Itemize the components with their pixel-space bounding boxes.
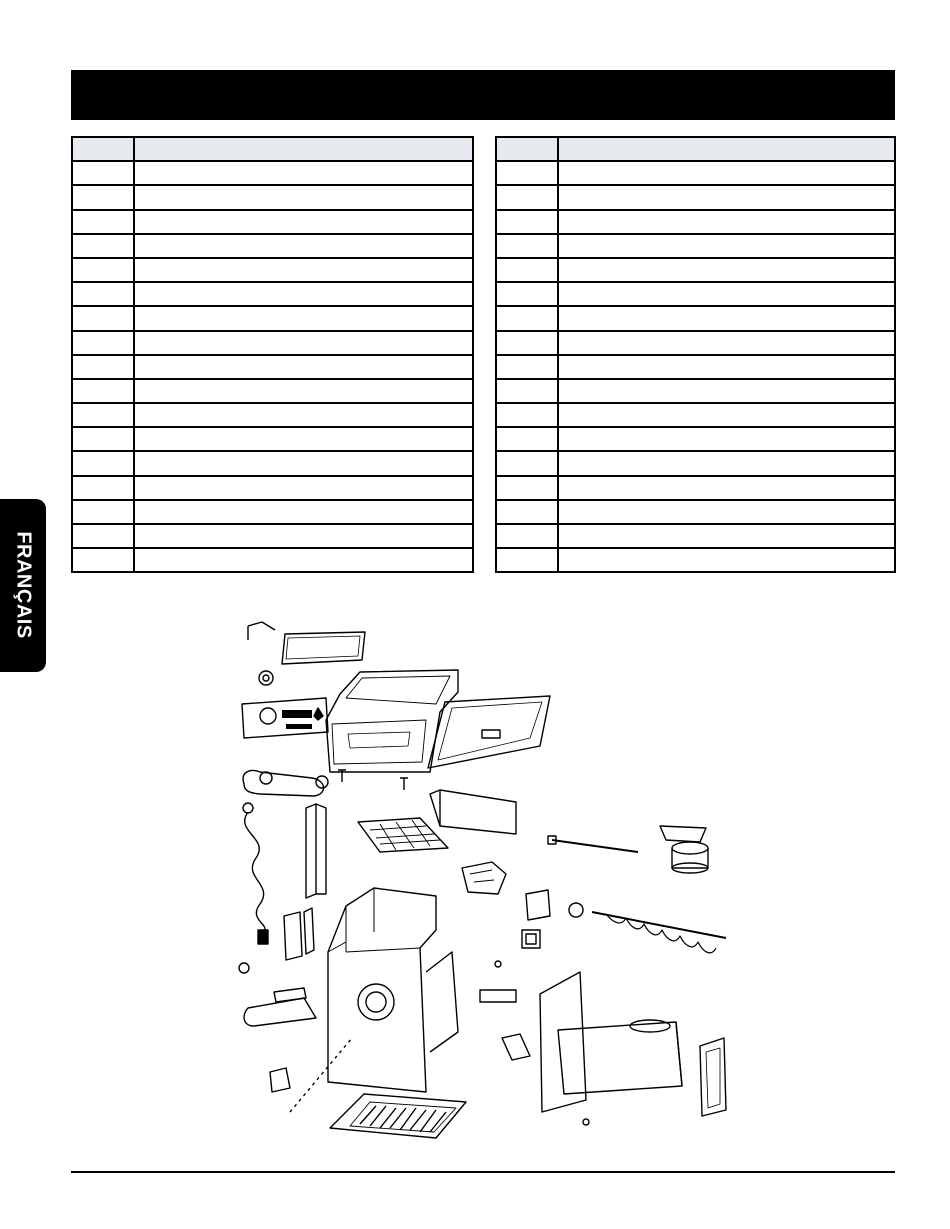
part-number-cell — [496, 258, 558, 282]
column-header-number — [496, 137, 558, 161]
table-row — [72, 185, 473, 209]
table-row — [496, 331, 895, 355]
table-header-row — [496, 137, 895, 161]
part-description-cell — [558, 476, 895, 500]
part-description-cell — [134, 403, 473, 427]
motor-assembly-icon — [462, 862, 506, 894]
part-number-cell — [72, 306, 134, 330]
table-row — [72, 210, 473, 234]
part-description-cell — [134, 476, 473, 500]
table-row — [72, 306, 473, 330]
part-number-cell — [496, 331, 558, 355]
auger-motor-icon — [526, 890, 550, 920]
part-number-cell — [496, 476, 558, 500]
part-number-cell — [496, 403, 558, 427]
table-row — [72, 355, 473, 379]
language-tab-label: FRANÇAIS — [12, 531, 35, 639]
part-description-cell — [134, 185, 473, 209]
part-number-cell — [496, 234, 558, 258]
part-number-cell — [72, 451, 134, 475]
part-number-cell — [72, 331, 134, 355]
table-row — [496, 524, 895, 548]
part-number-cell — [496, 500, 558, 524]
part-number-cell — [72, 258, 134, 282]
table-row — [496, 427, 895, 451]
igniter-rod-icon — [552, 840, 638, 852]
part-number-cell — [72, 379, 134, 403]
part-description-cell — [558, 379, 895, 403]
part-number-cell — [72, 282, 134, 306]
vent-panel-icon — [330, 1094, 466, 1138]
table-row — [496, 379, 895, 403]
part-description-cell — [558, 548, 895, 572]
part-number-cell — [496, 210, 558, 234]
part-number-cell — [72, 427, 134, 451]
part-description-cell — [134, 161, 473, 185]
part-number-cell — [72, 500, 134, 524]
hook-icon — [248, 622, 275, 640]
table-row — [496, 161, 895, 185]
part-description-cell — [134, 524, 473, 548]
washer-icon — [259, 671, 273, 685]
part-number-cell — [72, 476, 134, 500]
parts-table-right — [495, 136, 896, 573]
part-description-cell — [558, 451, 895, 475]
gasket-icon — [522, 930, 540, 948]
part-description-cell — [134, 379, 473, 403]
part-description-cell — [558, 258, 895, 282]
language-side-tab — [0, 499, 46, 672]
part-description-cell — [558, 427, 895, 451]
table-row — [496, 476, 895, 500]
part-description-cell — [558, 234, 895, 258]
part-description-cell — [558, 306, 895, 330]
table-row — [72, 427, 473, 451]
grate-icon — [358, 818, 448, 852]
part-description-cell — [558, 355, 895, 379]
side-rail-icon — [284, 912, 302, 960]
part-number-cell — [496, 379, 558, 403]
part-number-cell — [72, 234, 134, 258]
part-number-cell — [72, 548, 134, 572]
part-description-cell — [134, 210, 473, 234]
table-row — [496, 403, 895, 427]
part-description-cell — [134, 548, 473, 572]
part-number-cell — [72, 185, 134, 209]
table-row — [72, 161, 473, 185]
column-header-description — [134, 137, 473, 161]
part-description-cell — [558, 331, 895, 355]
part-description-cell — [134, 500, 473, 524]
cover-icon — [244, 998, 316, 1026]
part-number-cell — [496, 548, 558, 572]
table-row — [496, 210, 895, 234]
table-row — [496, 500, 895, 524]
part-number-cell — [496, 306, 558, 330]
part-description-cell — [558, 524, 895, 548]
table-row — [496, 306, 895, 330]
table-row — [72, 403, 473, 427]
table-row — [496, 234, 895, 258]
side-rail-icon — [306, 804, 316, 898]
handle-icon — [243, 771, 323, 797]
table-row — [72, 258, 473, 282]
part-description-cell — [134, 427, 473, 451]
part-description-cell — [134, 234, 473, 258]
part-description-cell — [134, 306, 473, 330]
part-description-cell — [558, 403, 895, 427]
part-description-cell — [558, 282, 895, 306]
part-number-cell — [496, 524, 558, 548]
part-number-cell — [72, 403, 134, 427]
part-number-cell — [496, 427, 558, 451]
part-description-cell — [134, 282, 473, 306]
part-description-cell — [558, 161, 895, 185]
table-row — [72, 500, 473, 524]
table-row — [496, 185, 895, 209]
table-header-row — [72, 137, 473, 161]
column-header-description — [558, 137, 895, 161]
part-description-cell — [134, 451, 473, 475]
table-row — [72, 379, 473, 403]
part-description-cell — [558, 210, 895, 234]
part-description-cell — [134, 258, 473, 282]
section-header-bar — [71, 70, 895, 120]
power-cord-icon — [245, 812, 265, 932]
table-row — [72, 282, 473, 306]
bracket-icon — [430, 790, 516, 834]
parts-table-left — [71, 136, 474, 573]
part-description-cell — [558, 500, 895, 524]
part-number-cell — [72, 524, 134, 548]
table-row — [496, 355, 895, 379]
table-row — [496, 258, 895, 282]
column-header-number — [72, 137, 134, 161]
part-number-cell — [496, 451, 558, 475]
part-number-cell — [496, 355, 558, 379]
hopper-body-icon — [328, 888, 436, 1092]
part-number-cell — [496, 185, 558, 209]
footer-rule — [71, 1171, 895, 1173]
table-row — [72, 548, 473, 572]
part-number-cell — [72, 161, 134, 185]
table-row — [72, 451, 473, 475]
part-description-cell — [558, 185, 895, 209]
table-row — [496, 548, 895, 572]
feed-tube-icon — [540, 972, 586, 1112]
part-description-cell — [134, 331, 473, 355]
burn-pot-icon — [660, 826, 706, 842]
part-number-cell — [496, 282, 558, 306]
table-row — [496, 451, 895, 475]
part-number-cell — [72, 355, 134, 379]
exploded-parts-diagram-icon — [230, 612, 740, 1142]
part-number-cell — [496, 161, 558, 185]
table-row — [72, 234, 473, 258]
part-number-cell — [72, 210, 134, 234]
table-row — [72, 524, 473, 548]
table-row — [496, 282, 895, 306]
table-row — [72, 331, 473, 355]
part-description-cell — [134, 355, 473, 379]
table-row — [72, 476, 473, 500]
